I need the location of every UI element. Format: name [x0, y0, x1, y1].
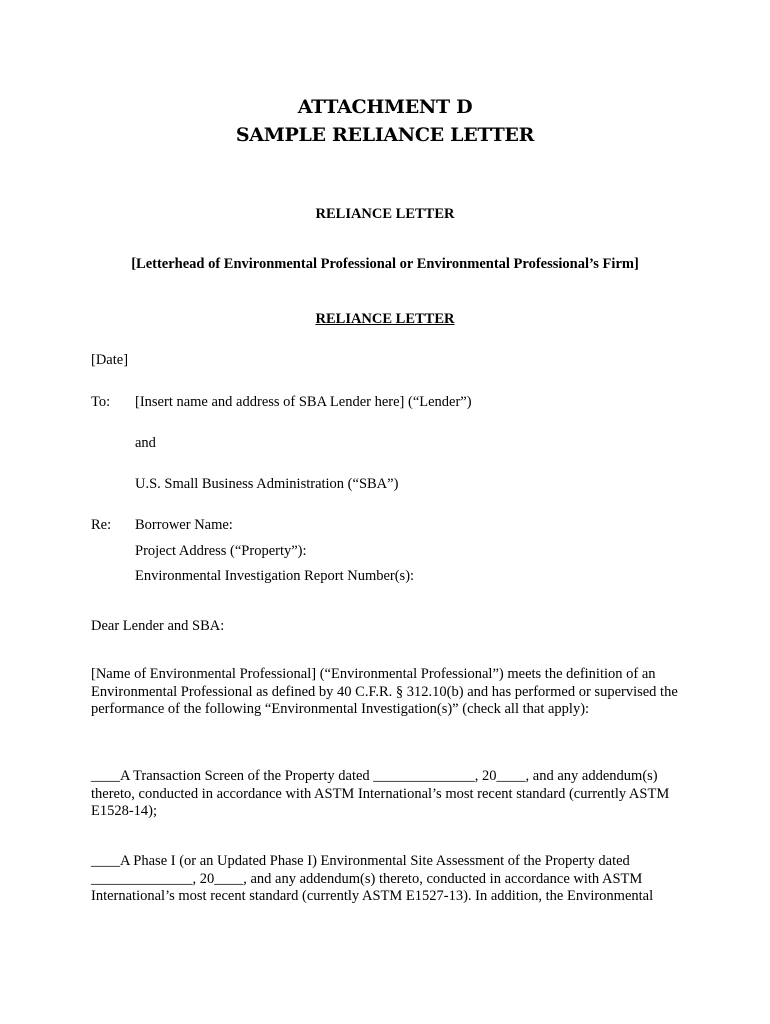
- attachment-title: ATTACHMENT D: [297, 96, 473, 118]
- to-and: and: [135, 435, 156, 451]
- re-label: Re:: [91, 517, 112, 533]
- to-recipient: [Insert name and address of SBA Lender here] (“Lender”): [135, 394, 472, 410]
- re-project: Project Address (“Property”):: [135, 543, 307, 559]
- section-heading: RELIANCE LETTER: [315, 206, 455, 222]
- re-borrower: Borrower Name:: [135, 517, 233, 533]
- checklist-item-phase-one: ____A Phase I (or an Updated Phase I) Environmental Site Assessment of the Property dated ______________, 20____, and any addendum(s) thereto, conducted in accordance with ASTM International’s most recent standard (currently ASTM E1527-13). In addition, the Environmental: [91, 853, 654, 904]
- to-label: To:: [91, 394, 111, 410]
- checklist-item-transaction-screen: ____A Transaction Screen of the Property dated ______________, 20____, and any addendum(s) thereto, conducted in accordance with ASTM International’s most recent standard (currently ASTM E1528-14);: [91, 768, 670, 819]
- re-report: Environmental Investigation Report Number(s):: [135, 568, 415, 584]
- to-sba: U.S. Small Business Administration (“SBA”): [135, 476, 399, 492]
- date-placeholder: [Date]: [91, 352, 129, 368]
- letter-title-wrap: [0, 311, 770, 328]
- salutation: Dear Lender and SBA:: [91, 618, 225, 634]
- letter-title: RELIANCE LETTER: [315, 311, 455, 327]
- sample-letter-title: SAMPLE RELIANCE LETTER: [235, 124, 535, 146]
- letterhead-placeholder: [Letterhead of Environmental Professional or Environmental Professional’s Firm]: [131, 256, 639, 272]
- intro-paragraph: [Name of Environmental Professional] (“Environmental Professional”) meets the definition of an Environmental Professional as defined by 40 C.F.R. § 312.10(b) and has performed or supervised the performance of the following “Environmental Investigation(s)” (check all that apply):: [91, 666, 678, 717]
